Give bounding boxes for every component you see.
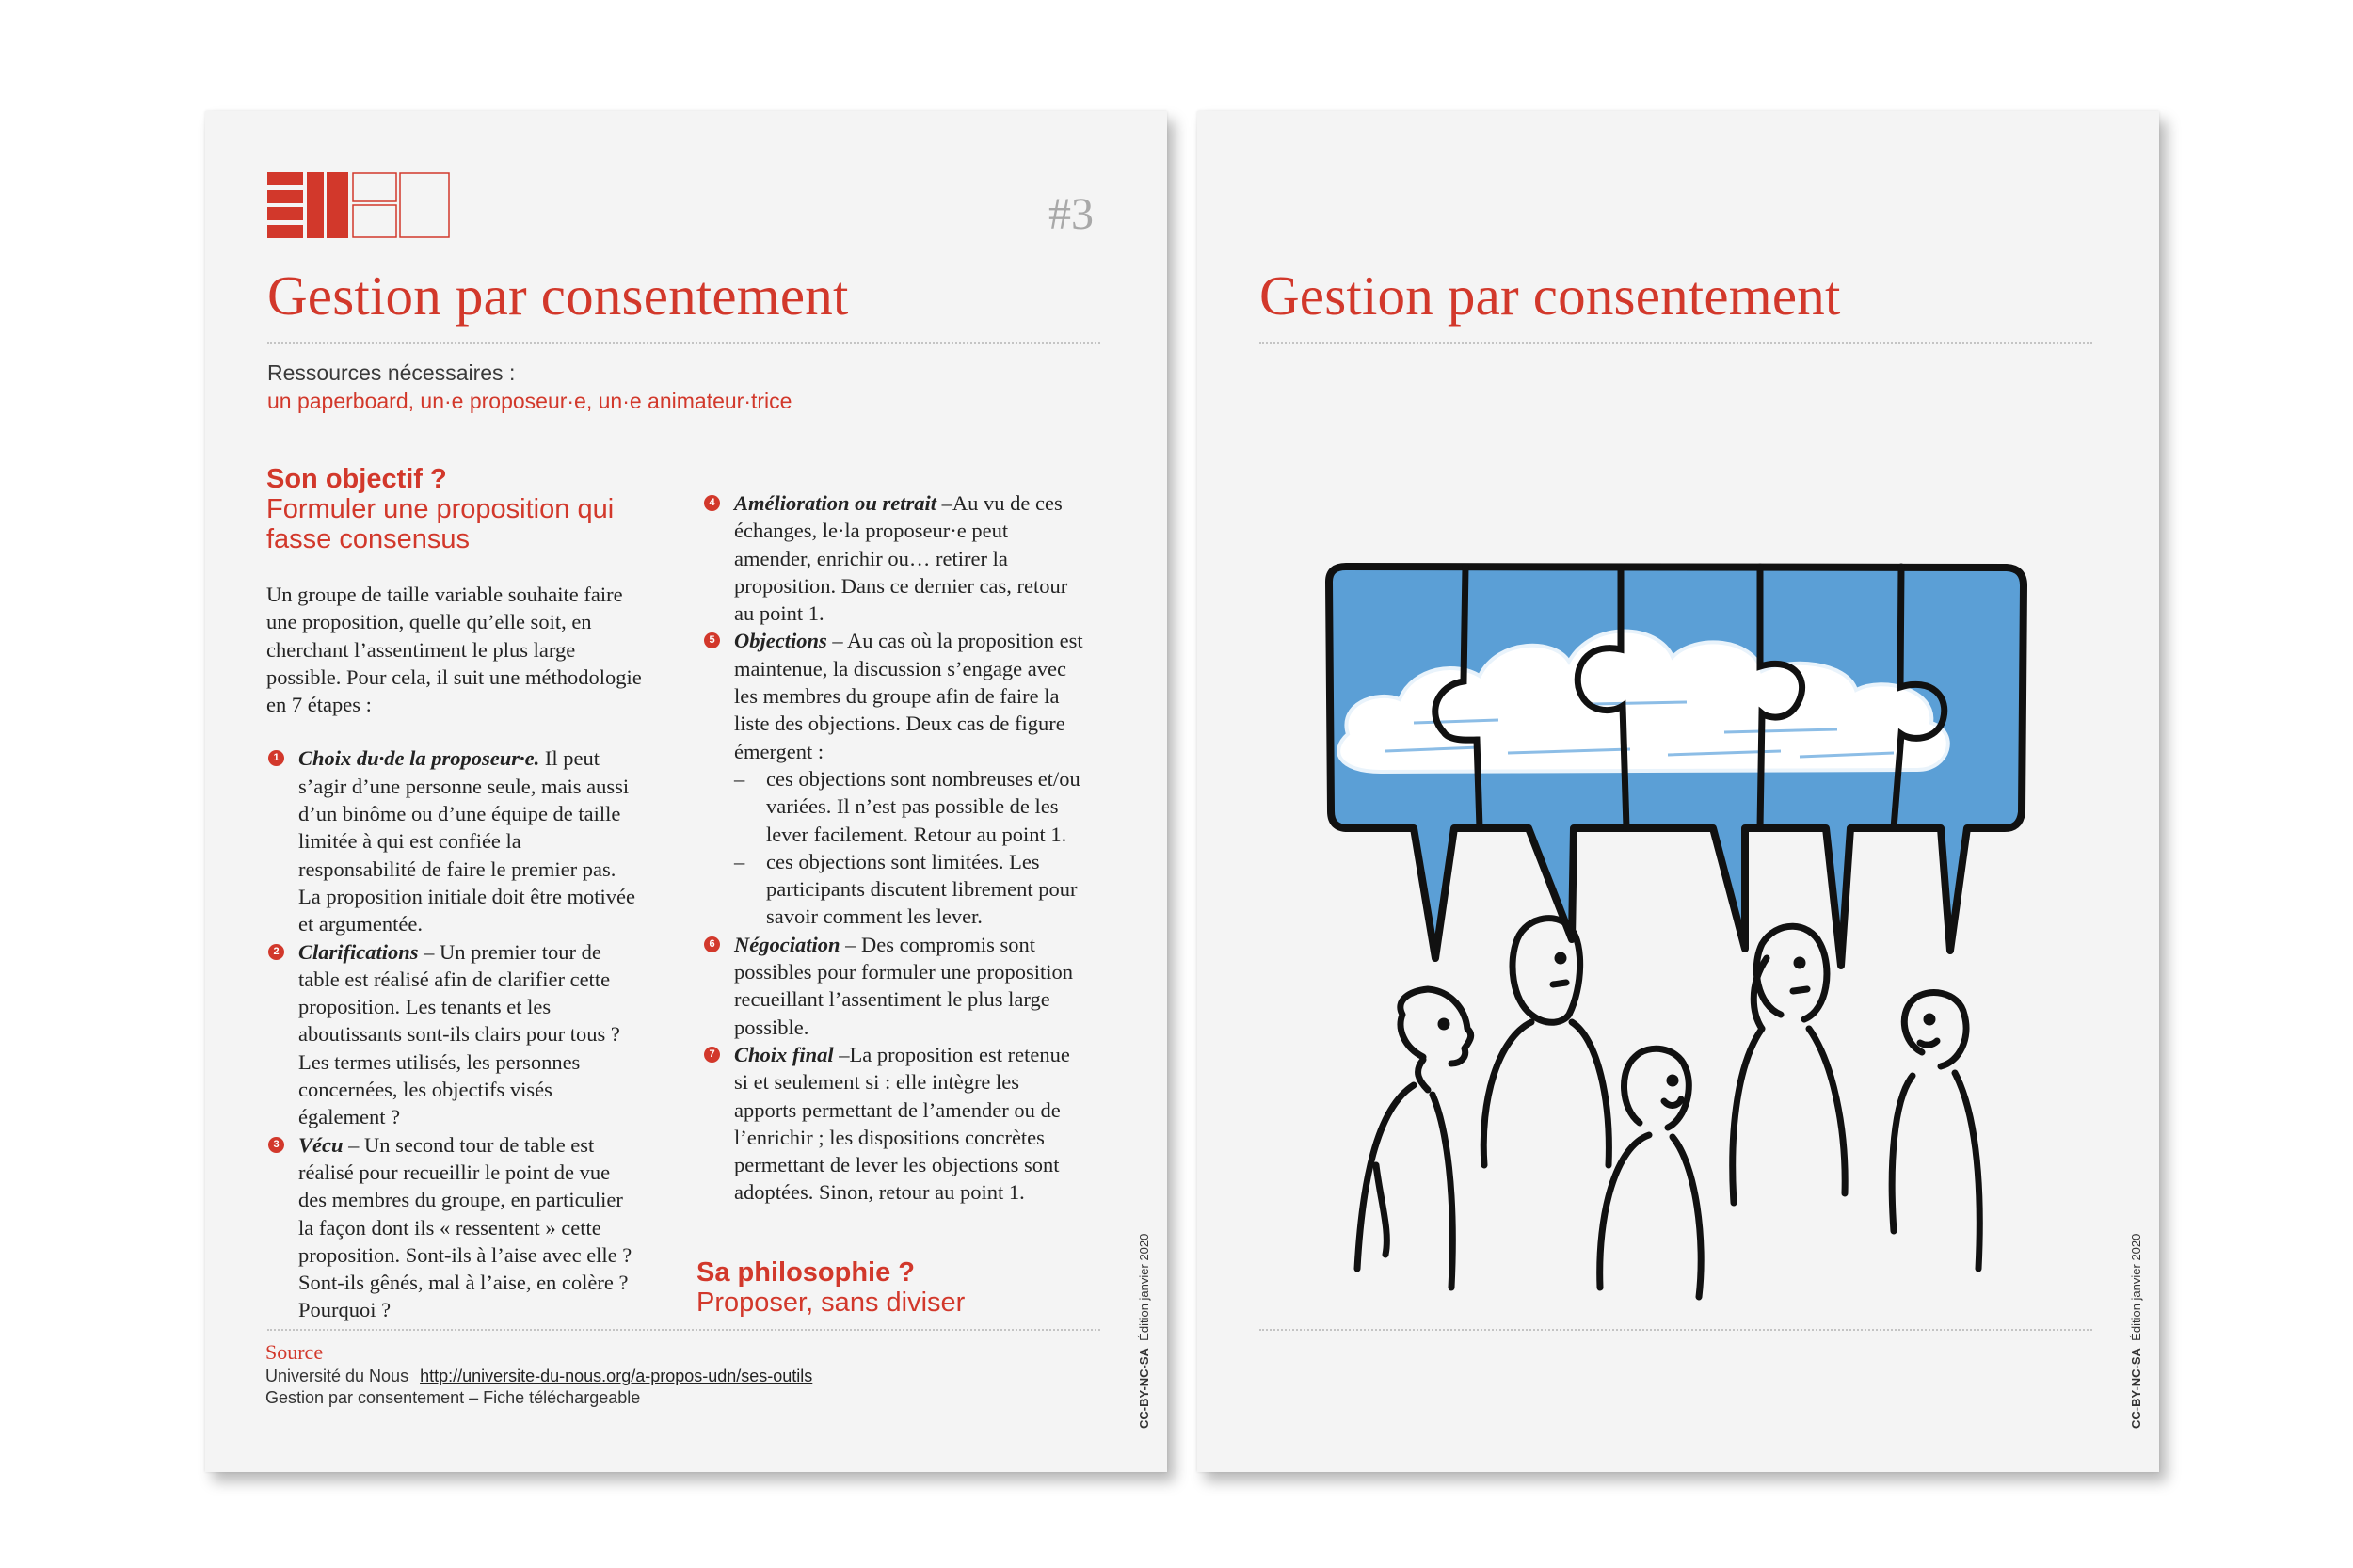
step-1 [266, 744, 643, 937]
title-divider [267, 342, 1100, 344]
person-icon [1483, 919, 1609, 1165]
person-icon [1357, 989, 1471, 1288]
right-column [702, 489, 1083, 1207]
steps-list-a [266, 744, 643, 1323]
source-title: Source [265, 1340, 324, 1364]
philosophy-block [696, 1257, 965, 1318]
step-number: 3 [268, 1137, 284, 1153]
step-text: – Au cas où la proposition est maintenue, la discussion s’engage avec les membres du groupe afin de faire la liste des objections. Deux cas de figure émergent : [734, 629, 1083, 763]
step-title: Vécu [298, 1132, 344, 1157]
footer-divider [1259, 1329, 2092, 1331]
license-text [1137, 1234, 1151, 1429]
step-text: – Un second tour de table est réalisé pour recueillir le point de vue des membres du groupe, en particulier la façon dont ils « ressentent » cette proposition. Sont-ils à l’aise avec elle ? Sont-ils gênés, mal à l’aise, en colère ? Pourquoi ? [298, 1132, 632, 1322]
puzzle-speech-bubble-illustration [1197, 111, 2159, 1472]
logo-icon [267, 172, 450, 238]
step-7 [702, 1041, 1083, 1207]
step-title: Choix final [734, 1042, 834, 1066]
step-2 [266, 938, 643, 1131]
step-title: Clarifications [298, 939, 419, 964]
step-text: – Des compromis sont possibles pour formuler une proposition recueillant l’assentiment le plus large possible. [734, 932, 1073, 1039]
dash: – [734, 849, 745, 873]
step-number: 7 [704, 1047, 720, 1063]
source-org: Université du Nous [265, 1367, 409, 1385]
objection-case: – ces objections sont limitées. Les participants discutent librement pour savoir comment les lever. [734, 849, 1078, 929]
objection-case: – ces objections sont nombreuses et/ou variées. Il n’est pas possible de les lever facilement. Retour au point 1. [734, 766, 1080, 846]
philosophy-heading: Sa philosophie ? [696, 1257, 916, 1288]
philosophy-subheading: Proposer, sans diviser [696, 1288, 966, 1318]
person-icon [1600, 1048, 1701, 1297]
objection-cases [734, 765, 1083, 931]
source-note: Gestion par consentement – Fiche téléchargeable [265, 1388, 641, 1407]
resources-label: Ressources nécessaires : [267, 360, 516, 385]
step-text: – Un premier tour de table est réalisé afin de clarifier cette proposition. Les tenants et les aboutissants sont-ils clairs pour tous ? Les termes utilisés, les personnes concernées, les objectifs visés également ? [298, 939, 620, 1129]
people-illustration [1357, 919, 1979, 1297]
resources-value: un paperboard, un·e proposeur·e, un·e animateur·trice [267, 389, 792, 413]
source-line [265, 1367, 812, 1386]
step-number: 4 [704, 495, 720, 511]
left-card [205, 111, 1167, 1472]
person-icon [1892, 993, 1979, 1269]
person-icon [1733, 926, 1845, 1203]
step-number: 5 [704, 632, 720, 648]
step-3 [266, 1131, 643, 1324]
step-text: –Au vu de ces échanges, le·la proposeur·e peut amender, enrichir ou… retirer la proposition. Dans ce dernier cas, retour au point 1. [734, 491, 1068, 626]
footer-divider [267, 1329, 1100, 1331]
left-column [266, 464, 643, 1324]
step-number: 1 [268, 750, 284, 766]
edition-label: Édition janvier 2020 [2129, 1233, 2143, 1341]
dash: – [734, 766, 745, 791]
right-card [1197, 111, 2159, 1472]
step-title: Objections [734, 629, 827, 653]
license-label: CC-BY-NC-SA [2129, 1348, 2143, 1429]
step-4 [702, 489, 1083, 627]
step-title: Négociation [734, 932, 840, 956]
objective-heading: Son objectif ? [266, 464, 447, 494]
license-text [2129, 1234, 2143, 1429]
step-number: 6 [704, 936, 720, 952]
license-label: CC-BY-NC-SA [1137, 1348, 1151, 1429]
step-text: Il peut s’agir d’une personne seule, mais aussi d’un binôme ou d’une équipe de taille limitée à qui est confiée la responsabilité de faire le premier pas. La proposition initiale doit être motivée et argumentée. [298, 746, 636, 936]
step-title: Amélioration ou retrait [734, 491, 937, 515]
step-6 [702, 931, 1083, 1041]
illustration-title: Gestion par consentement [1259, 264, 1841, 327]
objective-subheading: Formuler une proposition qui fasse consensus [266, 494, 615, 554]
step-text: –La proposition est retenue si et seulement si : elle intègre les apports permettant de l’amender ou de l’enrichir ; les dispositions concrètes permettant de lever les objections sont adoptées. Sinon, retour au point 1. [734, 1042, 1070, 1205]
step-number: 2 [268, 944, 284, 960]
page-title: Gestion par consentement [267, 264, 849, 327]
edition-label: Édition janvier 2020 [1137, 1233, 1151, 1341]
card-number: #3 [1048, 189, 1094, 239]
intro-text: Un groupe de taille variable souhaite faire une proposition, quelle qu’elle soit, en cherchant l’assentiment le plus large possible. Pour cela, il suit une méthodologie en 7 étapes : [266, 583, 642, 717]
source-link[interactable]: http://universite-du-nous.org/a-propos-udn/ses-outils [420, 1367, 813, 1385]
steps-list-b [702, 489, 1083, 1207]
step-title: Choix du·de la proposeur·e. [298, 746, 540, 771]
step-5 [702, 627, 1083, 930]
